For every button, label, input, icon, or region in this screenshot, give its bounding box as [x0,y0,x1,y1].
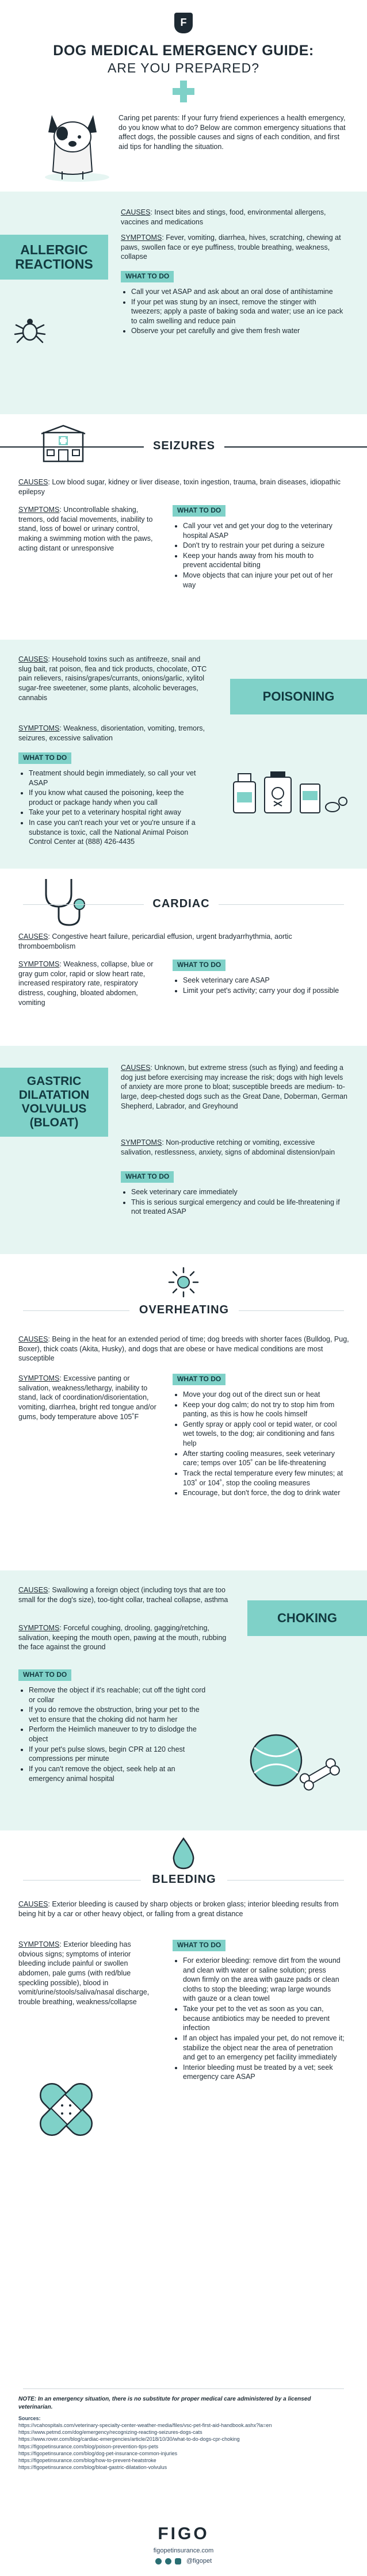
choking-causes-text: : Swallowing a foreign object (including toys that are too small for the dog's size), too-tight collar, tracheal collapse, asthma [18,1586,228,1604]
seizures-todo-list [173,521,339,590]
footer [0,2388,367,2576]
symptoms-label: SYMPTOMS [18,724,60,732]
list-item: • Keep your hands away from his mouth to prevent accidental biting [183,551,339,570]
bleeding-symptoms-text: : Exterior bleeding has obvious signs; symptoms of interior bleeding include painful or swollen abdomen, pale gums (with red/blue speckling possible), blood in vomit/urine/stools/saliva/nasal discharge, trouble breathing, weakness/collapse [18,1940,150,2006]
list-item: • Take your pet to a veterinary hospital right away [29,808,208,817]
symptoms-label: SYMPTOMS [18,506,60,514]
causes-label: CAUSES [18,1335,48,1343]
poison-bottles-icon [230,769,351,815]
bloat-causes [121,1063,348,1111]
causes-label: CAUSES [121,208,151,216]
title-line2: ARE YOU PREPARED? [107,60,260,75]
overheating-symptoms-text: : Excessive panting or salivation, weakness/lethargy, inability to stand, lack of coordination/disorientation, vomiting, diarrhea, bright red tongue and/or gums, body temperature above 105˚F [18,1374,156,1421]
disclaimer-note: NOTE: In an emergency situation, there is no substitute for proper medical care administered by a licensed veterinarian. [18,2396,311,2410]
list-item: • Take your pet to the vet as soon as you can, because antibiotics may be needed to prevent infection [183,2004,345,2033]
causes-label: CAUSES [18,1900,48,1908]
choking-symptoms-text: : Forceful coughing, drooling, gagging/retching, salivation, keeping the mouth open, pawing at the mouth, rubbing the face against the ground [18,1624,227,1652]
todo-label: WHAT TO DO [121,271,174,282]
bloat-banner [0,1068,108,1137]
french-bulldog-illustration [32,104,113,184]
seizures-todo [173,505,339,590]
bleeding-title [141,1873,227,1886]
bloat-title-l3: VOLVULUS [21,1102,87,1115]
cardiac-title-text: CARDIAC [152,897,210,910]
symptoms-label: SYMPTOMS [121,1138,162,1146]
seizures-symptoms-text: : Uncontrollable shaking, tremors, odd facial movements, inability to stand, loss of bowel or urinary control, making a swimming motion with the paws, acting distant or unresponsive [18,506,153,552]
allergic-title-l2: REACTIONS [15,257,93,272]
section-choking [0,1570,367,1830]
list-item: • After starting cooling measures, seek veterinary care; temps over 105˚ can be life-threatening [183,1449,345,1468]
social-handle[interactable]: @figopet [186,2558,212,2564]
logo-letter: F [180,17,187,28]
causes-label: CAUSES [18,478,48,486]
cardiac-symptoms-text: : Weakness, collapse, blue or gray gum color, rapid or slow heart rate, increased respiratory rate, respiratory distress, coughing, bloated abdomen, vomiting [18,960,154,1007]
todo-label: WHAT TO DO [173,1374,225,1385]
poisoning-title: POISONING [262,689,335,704]
list-item: • This is serious surgical emergency and could be life-threatening if not treated ASAP [131,1198,348,1217]
symptoms-label: SYMPTOMS [18,1374,60,1382]
choking-todo [18,1669,208,1784]
sun-icon [167,1266,200,1299]
source-link[interactable]: https://figopetinsurance.com/blog/poison-prevention-tips-pets [18,2443,159,2449]
bleeding-title-text: BLEEDING [152,1873,216,1886]
intro-paragraph: Caring pet parents: If your furry friend experiences a health emergency, do you know what to do? Below are common emergency situations that affect dogs, the possible causes and signs of each condition, and first aid tips for handling the situation. [118,114,346,151]
poisoning-causes [18,655,214,702]
todo-label: WHAT TO DO [18,752,71,764]
causes-label: CAUSES [18,655,48,663]
instagram-icon[interactable] [175,2558,181,2564]
sources-block [18,2415,349,2471]
poisoning-banner [230,679,367,714]
overheating-title-text: OVERHEATING [139,1304,230,1316]
overheating-todo [173,1374,345,1499]
hospital-icon [40,425,86,464]
blood-drop-icon [171,1837,196,1870]
choking-banner [247,1600,367,1636]
section-overheating [0,1254,367,1570]
symptoms-label: SYMPTOMS [18,960,60,968]
bleeding-causes-text: : Exterior bleeding is caused by sharp objects or broken glass; interior bleeding results from being hit by a car or other heavy object, or falling from a great distance [18,1900,339,1918]
social-row [0,2558,367,2564]
poisoning-causes-text: : Household toxins such as antifreeze, snail and slug bait, rat poison, flea and tick products, chocolate, OTC pain relievers, raisins/grapes/currants, onions/garlic, xylitol sugar-free sweetener, some plants, alcoholic beverages, cannabis [18,655,207,702]
list-item: • In case you can't reach your vet or you're unsure if a substance is toxic, call the National Animal Poison Control Center at (888) 426-4435 [29,818,208,847]
allergic-todo-list [121,287,348,336]
list-item: • If you do remove the obstruction, bring your pet to the vet to ensure that the choking did not harm her [29,1705,208,1724]
cardiac-todo-list [173,976,339,995]
bloat-symptoms [121,1138,348,1157]
todo-label: WHAT TO DO [173,505,225,517]
cardiac-symptoms [18,960,156,1007]
list-item: • Remove the object if it's reachable; cut off the tight cord or collar [29,1686,208,1704]
list-item: • Call your vet ASAP and ask about an oral dose of antihistamine [131,287,348,297]
list-item: • Call your vet and get your dog to the veterinary hospital ASAP [183,521,339,540]
seizures-causes-text: : Low blood sugar, kidney or liver disease, toxin ingestion, trauma, brain diseases, idiopathic epilepsy [18,478,341,496]
bandage-icon [29,2072,104,2147]
allergic-causes-text: : Insect bites and stings, food, environmental allergens, vaccines and medications [121,208,326,226]
stethoscope-icon [33,877,91,928]
ball-and-bone-icon [242,1720,345,1801]
allergic-title-l1: ALLERGIC [20,242,88,257]
page-title [0,43,367,76]
list-item: • If an object has impaled your pet, do not remove it; stabilize the object near the area of penetration and get to an emergency pet facility immediately [183,2034,345,2062]
causes-label: CAUSES [121,1064,151,1072]
bloat-symptoms-text: : Non-productive retching or vomiting, excessive salivation, restlessness, anxiety, signs of abdominal distension/pain [121,1138,335,1156]
list-item: • Track the rectal temperature every few minutes; at 103˚ or 104˚, stop the cooling measures [183,1469,345,1488]
overheating-title [129,1304,239,1317]
list-item: • Move objects that can injure your pet out of her way [183,571,339,590]
overheating-symptoms [18,1374,156,1421]
twitter-icon[interactable] [165,2558,171,2564]
list-item: • For exterior bleeding: remove dirt from the wound and clean with water or saline solution; press down firmly on the area with gauze pads or clean cloths to stop the bleeding; wrap large wounds with gauze or a clean towel [183,1956,345,2004]
symptoms-label: SYMPTOMS [18,1624,60,1632]
allergic-symptoms [121,233,348,262]
choking-causes [18,1585,231,1604]
causes-label: CAUSES [18,932,48,941]
cardiac-title [144,897,219,911]
facebook-icon[interactable] [155,2558,162,2564]
bleeding-todo-list [173,1956,345,2082]
list-item: • Seek veterinary care ASAP [183,976,339,985]
list-item: • Perform the Heimlich maneuver to try to dislodge the object [29,1725,208,1744]
bleeding-causes [18,1899,349,1918]
footer-rule [23,2388,344,2389]
overheating-causes [18,1335,349,1363]
poisoning-todo-list [18,769,208,847]
list-item: • Encourage, but don't force, the dog to drink water [183,1488,345,1498]
bloat-title-l1: GASTRIC [26,1074,82,1088]
list-item: • If you know what caused the poisoning, keep the product or package handy when you call [29,788,208,807]
bloat-title-l4: (BLOAT) [29,1116,79,1130]
list-item: • If you can't remove the object, seek help at an emergency animal hospital [29,1764,208,1783]
bleeding-symptoms [18,1940,156,2006]
choking-title: CHOKING [277,1611,337,1625]
bleeding-todo [173,1940,345,2082]
seizures-title [144,439,224,453]
allergic-banner [0,235,108,280]
medical-cross-icon [173,81,194,102]
poisoning-todo [18,752,208,847]
cardiac-causes-text: : Congestive heart failure, pericardial effusion, urgent bradyarrhythmia, aortic thromboembolism [18,932,292,950]
figo-wordmark: FIGO [158,2524,209,2543]
bloat-todo-list [121,1187,348,1217]
overheating-todo-list [173,1390,345,1498]
source-link[interactable]: https://figopetinsurance.com/blog/dog-pet-insurance-common-injuries [18,2450,178,2456]
allergic-symptoms-text: : Fever, vomiting, diarrhea, hives, scratching, chewing at paws, swollen face or eye puffiness, trouble breathing, weakness, collapse [121,234,341,261]
causes-label: CAUSES [18,1586,48,1594]
seizures-causes [18,477,346,496]
overheating-causes-text: : Being in the heat for an extended period of time; dog breeds with shorter faces (Bulldog, Pug, Boxer), thick coats (Akita, Husky), and dogs that are obese or have medical conditions are most susceptible [18,1335,349,1363]
list-item: • Seek veterinary care immediately [131,1187,348,1197]
todo-label: WHAT TO DO [173,960,225,971]
list-item: • If your pet was stung by an insect, remove the stinger with tweezers; apply a paste of baking soda and water; use an ice pack to calm swelling and reduce pain [131,297,348,326]
section-allergic-reactions [0,192,367,414]
bloat-causes-text: : Unknown, but extreme stress (such as flying) and feeding a dog just before exercising may increase the risk; dogs with high levels of anxiety are more prone to bloat; susceptible breeds are medium- to-large, deep-chested dogs such as the Great Dane, Doberman, German Shepherd, Labrador, and Greyhound [121,1064,347,1110]
section-poisoning [0,640,367,869]
source-link[interactable]: https://figopetinsurance.com/blog/how-to-prevent-heatstroke [18,2457,156,2463]
section-cardiac [0,869,367,1046]
title-line1: DOG MEDICAL EMERGENCY GUIDE: [53,43,314,59]
todo-label: WHAT TO DO [173,1940,225,1951]
symptoms-label: SYMPTOMS [121,234,162,242]
source-link[interactable]: https://vcahospitals.com/veterinary-specialty-center-weather-media/files/vsc-pet-first-aid-handbook.ashx?la=en [18,2422,272,2429]
allergic-todo [121,271,348,337]
list-item: • Don't try to restrain your pet during a seizure [183,541,339,551]
header [0,0,367,190]
bloat-todo [121,1171,348,1217]
source-link[interactable]: https://www.petmd.com/dog/emergency/recognizing-reacting-seizures-dogs-cats [18,2429,202,2436]
todo-label: WHAT TO DO [18,1669,71,1681]
seizures-title-text: SEIZURES [152,439,216,452]
footer-url[interactable]: figopetinsurance.com [153,2547,214,2554]
source-link[interactable]: https://figopetinsurance.com/blog/bloat-gastric-dilatation-volvulus [18,2464,167,2470]
source-link[interactable]: https://www.rover.com/blog/cardiac-emergencies/article/2018/10/30/what-to-do-dogs-cpr-choking [18,2436,240,2443]
list-item: • Limit your pet's activity; carry your dog if possible [183,986,339,996]
list-item: • Treatment should begin immediately, so call your vet ASAP [29,769,208,788]
poisoning-symptoms [18,724,214,743]
cardiac-todo [173,960,339,996]
tick-insect-icon [13,312,47,347]
list-item: • Interior bleeding must be treated by a vet; seek emergency care ASAP [183,2063,345,2082]
section-seizures [0,414,367,640]
section-bloat [0,1046,367,1254]
section-bleeding [0,1830,367,2388]
list-item: • Gently spray or apply cool or tepid water, or cool wet towels, to the dog; air conditioning and fans help [183,1420,345,1448]
list-item: • Keep your dog calm; do not try to stop him from panting, as this is how he cools himself [183,1400,345,1419]
seizures-symptoms [18,505,162,553]
figo-shield-logo [174,13,193,33]
list-item: • If your pet's pulse slows, begin CPR at 120 chest compressions per minute [29,1745,208,1764]
todo-label: WHAT TO DO [121,1171,174,1183]
bloat-title-l2: DILATATION [18,1088,90,1102]
symptoms-label: SYMPTOMS [18,1940,60,1948]
poisoning-symptoms-text: : Weakness, disorientation, vomiting, tremors, seizures, excessive salivation [18,724,205,742]
choking-todo-list [18,1686,208,1783]
cardiac-causes [18,932,341,951]
allergic-causes [121,208,348,227]
list-item: • Observe your pet carefully and give them fresh water [131,326,348,336]
choking-symptoms [18,1623,231,1652]
list-item: • Move your dog out of the direct sun or heat [183,1390,345,1400]
sources-label: Sources: [18,2416,41,2421]
